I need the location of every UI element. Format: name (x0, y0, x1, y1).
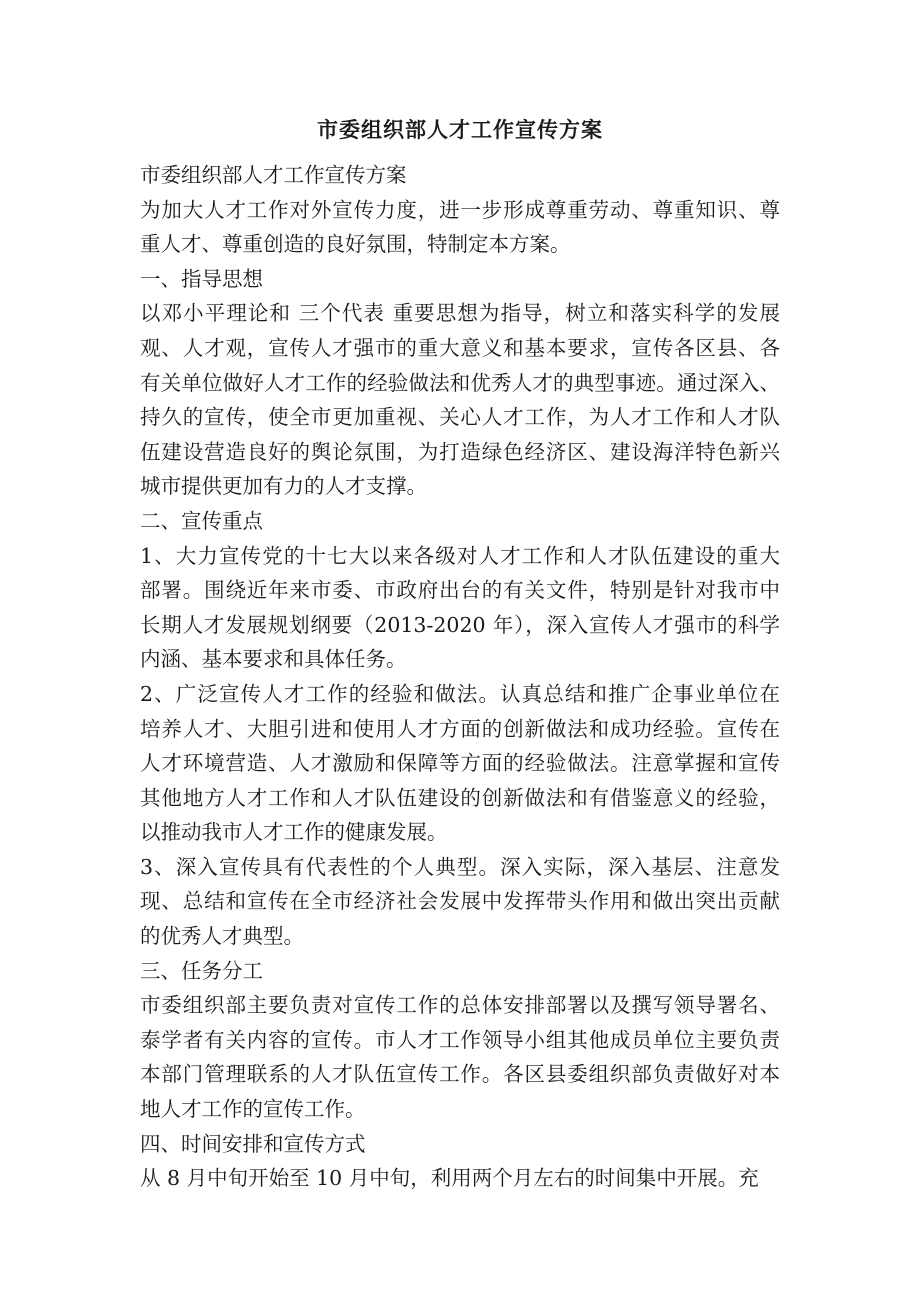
paragraph (140, 262, 780, 297)
paragraph-line: 以邓小平理论和 三个代表 重要思想为指导，树立和落实科学的发展 (140, 301, 780, 326)
paragraph-line: 的优秀人才典型。 (140, 924, 304, 949)
paragraph-line: 本部门管理联系的人才队伍宣传工作。各区县委组织部负责做好对本 (140, 1062, 780, 1087)
paragraph-line: 三、任务分工 (140, 958, 263, 983)
paragraph-line: 四、时间安排和宣传方式 (140, 1131, 366, 1156)
paragraph (140, 850, 780, 954)
paragraph (140, 1161, 780, 1196)
paragraph-line: 内涵、基本要求和具体任务。 (140, 647, 407, 672)
paragraph-line: 地人才工作的宣传工作。 (140, 1097, 366, 1122)
paragraph-line: 3、深入宣传具有代表性的个人典型。深入实际，深入基层、注意发 (140, 854, 780, 879)
paragraph (140, 193, 780, 262)
paragraph-line: 为加大人才工作对外宣传力度，进一步形成尊重劳动、尊重知识、尊 (140, 197, 780, 222)
paragraph-line: 二、宣传重点 (140, 508, 263, 533)
paragraph-line: 城市提供更加有力的人才支撑。 (140, 474, 427, 499)
paragraph (140, 954, 780, 989)
paragraph-line: 从 8 月中旬开始至 10 月中旬，利用两个月左右的时间集中开展。充 (140, 1166, 759, 1191)
document-body (140, 158, 780, 1196)
paragraph-line: 泰学者有关内容的宣传。市人才工作领导小组其他成员单位主要负责 (140, 1027, 780, 1052)
paragraph-line: 人才环境营造、人才激励和保障等方面的经验做法。注意掌握和宣传 (140, 751, 780, 776)
paragraph (140, 539, 780, 677)
paragraph-line: 其他地方人才工作和人才队伍建设的创新做法和有借鉴意义的经验， (140, 785, 780, 810)
paragraph-line: 长期人才发展规划纲要（2013-2020 年），深入宣传人才强市的科学 (140, 612, 780, 637)
paragraph-line: 市委组织部人才工作宣传方案 (140, 163, 407, 187)
paragraph (140, 1127, 780, 1162)
paragraph (140, 988, 780, 1126)
paragraph (140, 158, 780, 193)
paragraph-line: 以推动我市人才工作的健康发展。 (140, 820, 448, 845)
paragraph-line: 重人才、尊重创造的良好氛围，特制定本方案。 (140, 232, 571, 257)
paragraph-line: 市委组织部主要负责对宣传工作的总体安排部署以及撰写领导署名、 (140, 993, 780, 1018)
document-title: 市委组织部人才工作宣传方案 (317, 117, 603, 142)
paragraph-line: 持久的宣传，使全市更加重视、关心人才工作，为人才工作和人才队 (140, 405, 780, 430)
paragraph-line: 伍建设营造良好的舆论氛围，为打造绿色经济区、建设海洋特色新兴 (140, 439, 780, 464)
paragraph-line: 有关单位做好人才工作的经验做法和优秀人才的典型事迹。通过深入、 (140, 370, 780, 395)
paragraph-line: 观、人才观，宣传人才强市的重大意义和基本要求，宣传各区县、各 (140, 335, 780, 360)
paragraph-line: 部署。围绕近年来市委、市政府出台的有关文件，特别是针对我市中 (140, 578, 780, 603)
paragraph-line: 现、总结和宣传在全市经济社会发展中发挥带头作用和做出突出贡献 (140, 889, 780, 914)
paragraph-line: 一、指导思想 (140, 266, 263, 291)
paragraph-line: 1、大力宣传党的十七大以来各级对人才工作和人才队伍建设的重大 (140, 543, 780, 568)
paragraph-line: 培养人才、大胆引进和使用人才方面的创新做法和成功经验。宣传在 (140, 716, 780, 741)
paragraph (140, 296, 780, 504)
paragraph-line: 2、广泛宣传人才工作的经验和做法。认真总结和推广企事业单位在 (140, 681, 780, 706)
paragraph (140, 504, 780, 539)
paragraph (140, 677, 780, 850)
